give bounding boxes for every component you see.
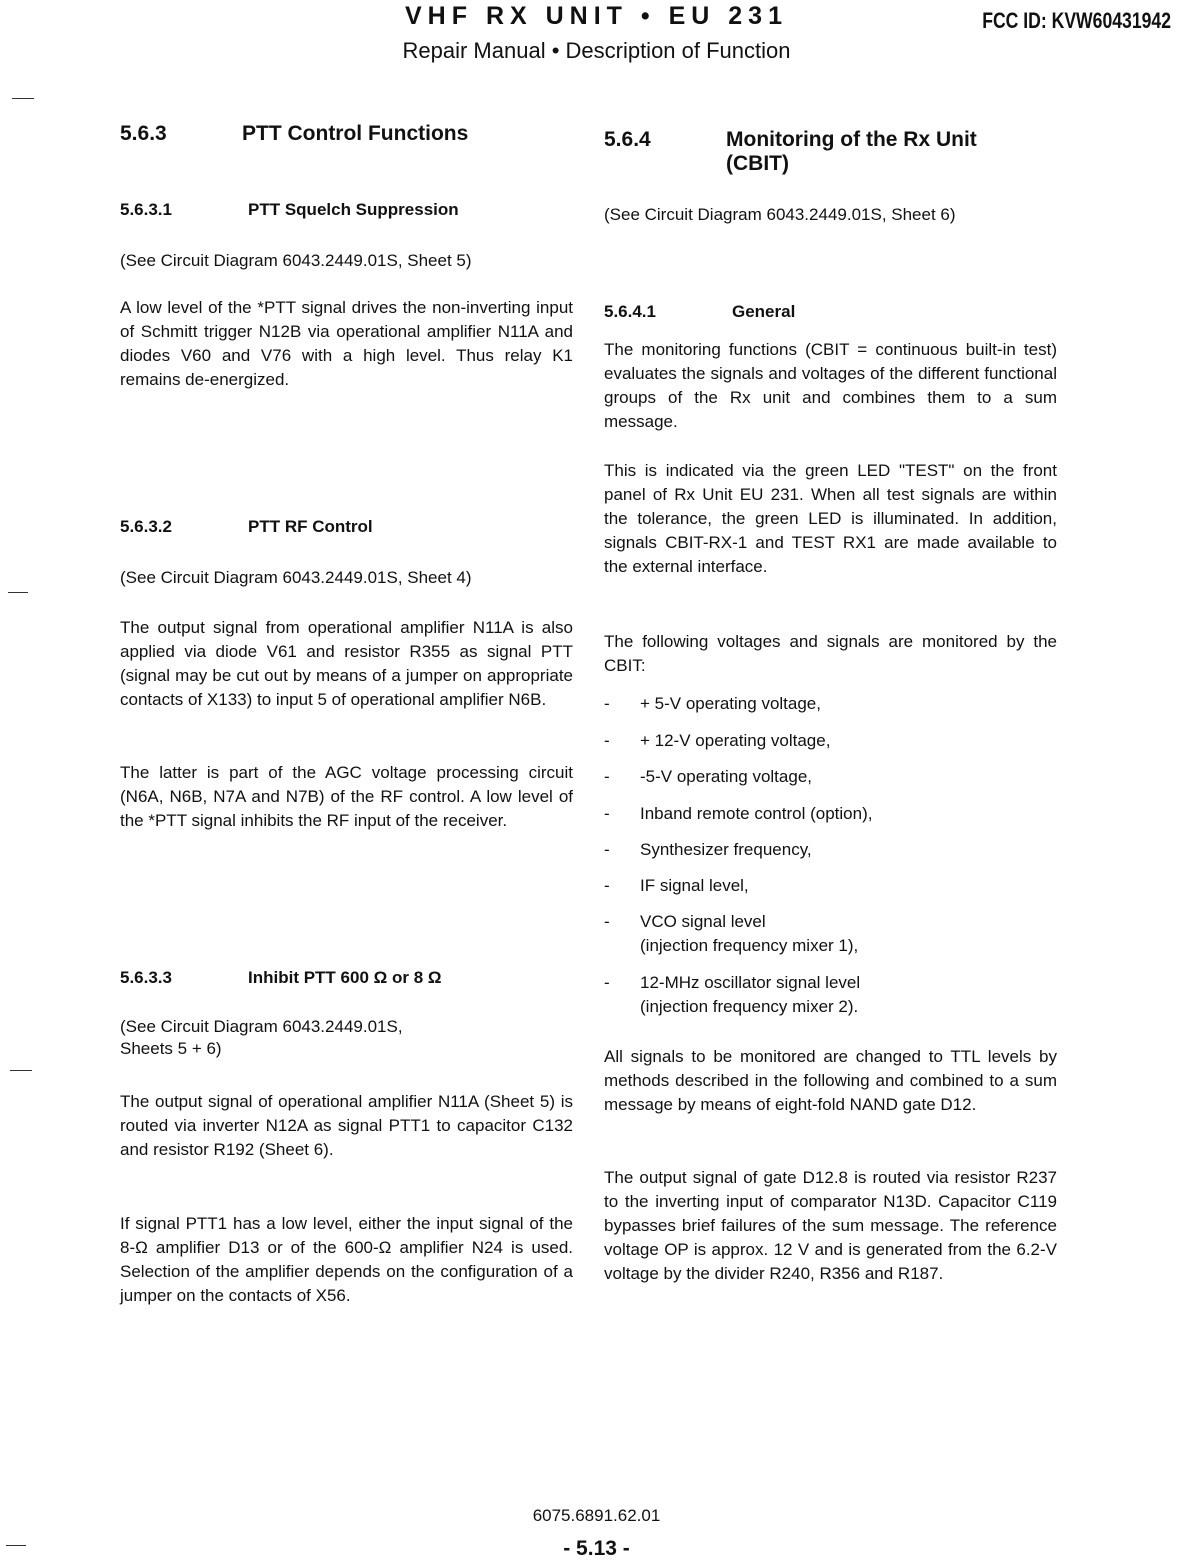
paragraph: The output signal of operational amplifier N11A (Sheet 5) is routed via inverter N12A as signal PTT1 to capacitor C132 and resistor R192 (Sheet 6). <box>120 1092 573 1159</box>
list-item-text: + 5-V operating voltage, <box>640 694 821 713</box>
list-bullet: - <box>604 804 610 823</box>
section-5-6-3-heading <box>120 122 573 146</box>
list-item <box>604 838 1057 862</box>
list-item <box>604 765 1057 789</box>
document-title: VHF RX UNIT • EU 231 <box>405 2 788 30</box>
circuit-reference <box>120 1016 573 1060</box>
section-title: PTT Control Functions <box>242 122 469 145</box>
section-5-6-3-3-heading <box>120 968 573 988</box>
fcc-id: FCC ID: KVW60431942 <box>982 8 1171 33</box>
list-item-text <box>640 910 1040 958</box>
list-item-line: (injection frequency mixer 1), <box>640 936 859 955</box>
paragraph: If signal PTT1 has a low level, either the input signal of the 8-Ω amplifier D13 or of the 600-Ω amplifier N24 is used. Selection of the amplifier depends on the configuration of a jumper on the contacts of X56. <box>120 1214 573 1305</box>
margin-mark <box>10 1070 32 1071</box>
paragraph: The output signal of gate D12.8 is routed via resistor R237 to the inverting input of comparator N13D. Capacitor C119 bypasses brief failures of the sum message. The reference voltage OP is approx. 12 V and is generated from the 6.2-V voltage by the divider R240, R356 and R187. <box>604 1168 1057 1283</box>
list-item-line: (injection frequency mixer 2). <box>640 997 859 1016</box>
list-item <box>604 874 1057 898</box>
list-item-text: IF signal level, <box>640 876 749 895</box>
subsection-title: General <box>732 302 796 321</box>
reference-line: Sheets 5 + 6) <box>120 1039 222 1058</box>
circuit-reference: (See Circuit Diagram 6043.2449.01S, Sheet 5) <box>120 251 472 270</box>
list-item-line: 12-MHz oscillator signal level <box>640 973 861 992</box>
section-title: Monitoring of the Rx Unit (CBIT) <box>726 128 977 175</box>
paragraph: The following voltages and signals are monitored by the CBIT: <box>604 632 1057 675</box>
paragraph: The monitoring functions (CBIT = continuous built-in test) evaluates the signals and voltages of the different functional groups of the Rx unit and combines them to a sum message. <box>604 340 1057 431</box>
paragraph: The output signal from operational amplifier N11A is also applied via diode V61 and resistor R355 as signal PTT (signal may be cut out by means of a jumper on appropriate contacts of X133) to input 5 of operational amplifier N6B. <box>120 618 573 709</box>
list-item <box>604 692 1057 716</box>
reference-line: (See Circuit Diagram 6043.2449.01S, <box>120 1017 403 1036</box>
list-bullet: - <box>604 731 610 750</box>
list-item-text: Synthesizer frequency, <box>640 840 812 859</box>
subsection-number: 5.6.3.2 <box>120 517 172 536</box>
subsection-number: 5.6.4.1 <box>604 302 656 321</box>
subsection-number: 5.6.3.3 <box>120 968 172 987</box>
subsection-title: PTT RF Control <box>248 517 373 536</box>
section-5-6-4-1-heading <box>604 302 1057 322</box>
circuit-reference: (See Circuit Diagram 6043.2449.01S, Sheet 4) <box>120 568 472 587</box>
list-item <box>604 802 1057 826</box>
list-bullet: - <box>604 694 610 713</box>
subsection-number: 5.6.3.1 <box>120 200 172 219</box>
page-number: - 5.13 - <box>563 1537 630 1560</box>
circuit-reference: (See Circuit Diagram 6043.2449.01S, Sheet 6) <box>604 205 956 224</box>
margin-mark <box>12 98 34 99</box>
subsection-title: PTT Squelch Suppression <box>248 200 459 219</box>
section-number: 5.6.4 <box>604 128 651 151</box>
document-number: 6075.6891.62.01 <box>532 1506 661 1525</box>
list-bullet: - <box>604 767 610 786</box>
list-item <box>604 910 1057 958</box>
paragraph: This is indicated via the green LED "TEST" on the front panel of Rx Unit EU 231. When all test signals are within the tolerance, the green LED is illuminated. In addition, signals CBIT-RX-1 and TEST RX1 are made available to the external interface. <box>604 461 1057 576</box>
margin-mark <box>8 592 28 593</box>
list-item <box>604 729 1057 753</box>
list-bullet: - <box>604 912 610 931</box>
paragraph: A low level of the *PTT signal drives the non-inverting input of Schmitt trigger N12B via operational amplifier N11A and diodes V60 and V76 with a high level. Thus relay K1 remains de-energized. <box>120 298 573 389</box>
document-subtitle: Repair Manual • Description of Function <box>402 38 791 63</box>
section-5-6-3-2-heading <box>120 517 573 537</box>
list-item-text: -5-V operating voltage, <box>640 767 812 786</box>
list-item-line: VCO signal level <box>640 912 766 931</box>
list-bullet: - <box>604 840 610 859</box>
list-item-text: Inband remote control (option), <box>640 804 873 823</box>
list-bullet: - <box>604 876 610 895</box>
section-number: 5.6.3 <box>120 122 167 145</box>
subsection-title: Inhibit PTT 600 Ω or 8 Ω <box>248 968 442 987</box>
paragraph: The latter is part of the AGC voltage processing circuit (N6A, N6B, N7A and N7B) of the RF control. A low level of the *PTT signal inhibits the RF input of the receiver. <box>120 763 573 830</box>
paragraph: All signals to be monitored are changed to TTL levels by methods described in the following and combined to a sum message by means of eight-fold NAND gate D12. <box>604 1047 1057 1114</box>
list-bullet: - <box>604 973 610 992</box>
section-5-6-4-heading <box>604 128 1057 176</box>
section-5-6-3-1-heading <box>120 200 573 220</box>
list-item <box>604 971 1057 1019</box>
list-item-text <box>640 971 1040 1019</box>
list-item-text: + 12-V operating voltage, <box>640 731 831 750</box>
